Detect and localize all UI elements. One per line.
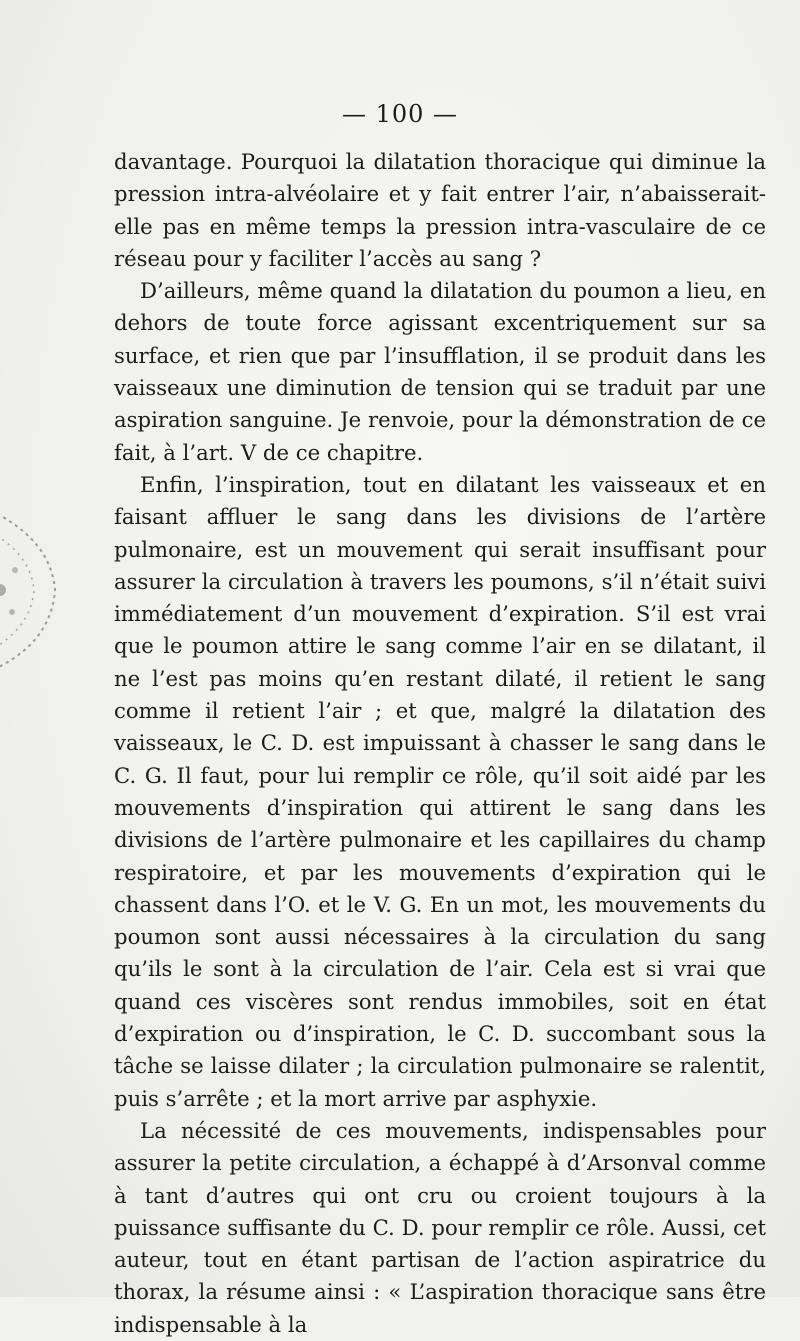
body-text — [114, 146, 766, 1341]
paragraph: Enfin, l’inspiration, tout en dilatant les vaisseaux et en faisant affluer le sang dans les divisions de l’artère pulmonaire, est un mouvement qui serait insuffisant pour assurer la circulation à travers les poumons, s’il n’était suivi immédiatement d’un mouvement d’expiration. S’il est vrai que le poumon attire le sang comme l’air en se dilatant, il ne l’est pas moins qu’en restant dilaté, il retient le sang comme il retient l’air ; et que, malgré la dilatation des vaisseaux, le C. D. est impuissant à chasser le sang dans le C. G. Il faut, pour lui remplir ce rôle, qu’il soit aidé par les mouvements d’inspiration qui attirent le sang dans les divisions de l’artère pulmonaire et les capillaires du champ respiratoire, et par les mouvements d’expiration qui le chassent dans l’O. et le V. G. En un mot, les mouvements du poumon sont aussi nécessaires à la circulation du sang qu’ils le sont à la circulation de l’air. Cela est si vrai que quand ces viscères sont rendus immobiles, soit en état d’expiration ou d’inspiration, le C. D. succombant sous la tâche se laisse dilater ; la circulation pulmonaire se ralentit, puis s’arrête ; et la mort arrive par asphyxie. — [114, 471, 766, 1111]
paragraph: D’ailleurs, même quand la dilatation du poumon a lieu, en dehors de toute force agissant excentriquement sur sa surface, et rien que par l’insufflation, il se produit dans les vaisseaux une diminution de tension qui se traduit par une aspiration sanguine. Je renvoie, pour la démonstration de ce fait, à l’art. V de ce chapitre. — [114, 278, 766, 465]
paragraph: La nécessité de ces mouvements, indispensables pour assurer la petite circulation, a échappé à d’Arsonval comme à tant d’autres qui ont cru ou croient toujours à la puissance suffisante du C. D. pour remplir ce rôle. Aussi, cet auteur, tout en étant partisan de l’action aspiratrice du thorax, la résume ainsi : « L’aspiration thoracique sans être indispensable à la — [114, 1117, 766, 1337]
library-stamp — [0, 490, 70, 690]
paragraph: davantage. Pourquoi la dilatation thoracique qui diminue la pression intra-alvéolaire et y fait entrer l’air, n’abaisserait-elle pas en même temps la pression intra-vasculaire de ce réseau pour y faciliter l’accès au sang ? — [114, 149, 766, 271]
page-number: — 100 — — [341, 100, 459, 128]
